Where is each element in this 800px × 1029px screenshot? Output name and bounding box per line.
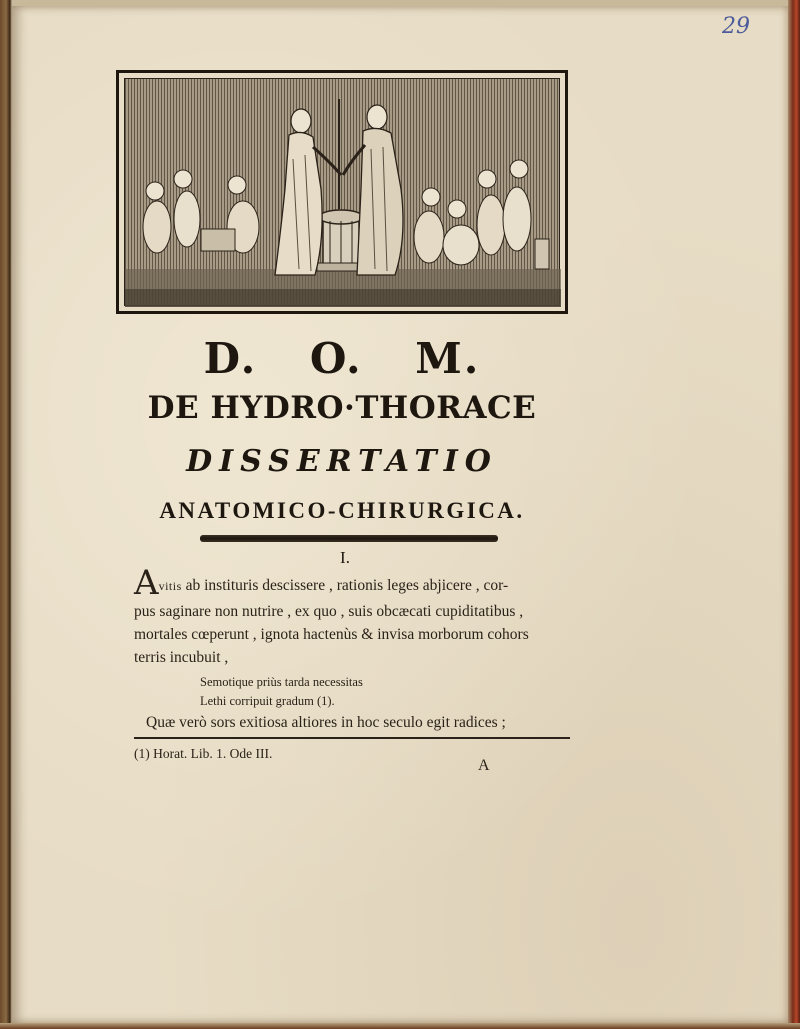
verse-line-1: Semotique priùs tarda necessitas: [200, 675, 363, 689]
paragraph-line-3: mortales cœperunt , ignota hactenùs & invisa morborum cohors: [134, 626, 529, 643]
ornamental-rule: [200, 535, 498, 542]
signature-mark: A: [478, 757, 490, 774]
page-edge-bottom: [0, 1023, 800, 1029]
dom-heading: D. O. M.: [203, 334, 481, 383]
paragraph-line-1: [134, 563, 572, 603]
section-number: I.: [340, 548, 350, 567]
paragraph-line-4: terris incubuit ,: [134, 649, 229, 666]
first-word-smallcaps: vitis: [158, 579, 182, 593]
engraving-scene: [124, 78, 560, 306]
page-number: 29: [722, 14, 750, 39]
verse-line-2: Lethi corripuit gradum (1).: [200, 694, 335, 708]
title-anatomico-chirurgica: ANATOMICO-CHIRURGICA.: [159, 498, 525, 523]
title-hydrothorace: DE HYDRO·THORACE: [147, 390, 537, 426]
page-edge-right: [788, 0, 800, 1029]
paragraph-line-1-text: ab instituris descissere , rationis leges abjicere , cor-: [181, 577, 509, 594]
footnote: (1) Horat. Lib. 1. Ode III.: [134, 746, 273, 761]
paragraph-line-2: pus saginare non nutrire , ex quo , suis obcæcati cupiditatibus ,: [134, 603, 524, 620]
drop-cap: A: [134, 563, 159, 603]
engraving-figures: [125, 79, 561, 307]
title-dissertatio: DISSERTATIO: [186, 444, 498, 479]
engraving-illustration: [116, 70, 568, 314]
footnote-rule: [134, 737, 570, 739]
continuation-line: Quæ verò sors exitiosa altiores in hoc seculo egit radices ;: [146, 714, 506, 731]
